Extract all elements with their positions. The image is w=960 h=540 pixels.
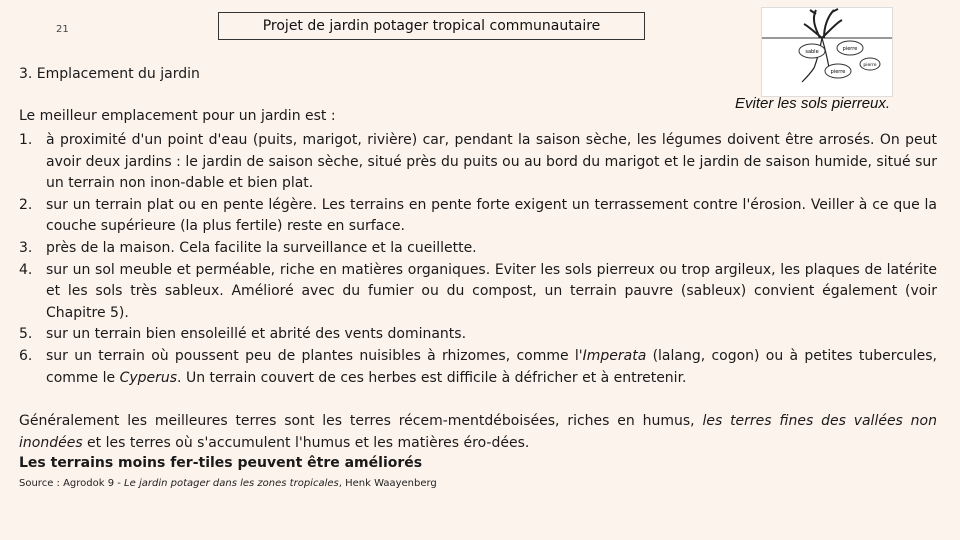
list-item <box>19 130 937 195</box>
illustration-label: pierre <box>863 63 877 68</box>
paragraph-end: et les terres où s'accumulent l'humus et les matières éro-dées. <box>82 434 530 451</box>
location-criteria-list <box>19 130 937 389</box>
slide-number: 21 <box>56 24 69 35</box>
list-text-middle: (lalang, cogon) ou à petites tubercules, comme le <box>46 347 938 386</box>
list-text: sur un sol meuble et perméable, riche en matières organiques. Eviter les sols pierreux ou trop argileux, les plaques de latérite et les sols très sableux. Amélioré avec du fumier ou du compost, un terrain pauvre (sableux) convient également (voir Chapitre 5). <box>46 261 937 321</box>
list-text: près de la maison. Cela facilite la surveillance et la cueillette. <box>46 239 477 256</box>
list-item <box>19 324 937 346</box>
paragraph-start: Généralement les meilleures terres sont les terres récem-mentdéboisées, riches en humus, <box>19 413 703 429</box>
bold-statement: Les terrains moins fer-tiles peuvent être améliorés <box>19 455 423 471</box>
list-number: 5. <box>19 326 33 343</box>
list-text: à proximité d'un point d'eau (puits, marigot, rivière) car, pendant la saison sèche, les légumes doivent être arrosés. On peut avoir deux jardins : le jardin de saison sèche, situé près du puits ou au bord du marigot et le jardin de saison humide, situé sur un terrain non inon-dable et bien plat. <box>46 132 937 192</box>
plant-roots-in-stony-soil-icon <box>762 8 892 96</box>
list-number: 2. <box>19 196 33 213</box>
illustration-caption: Eviter les sols pierreux. <box>735 95 891 112</box>
soil-illustration <box>761 7 893 97</box>
list-item <box>19 260 937 325</box>
illustration-label: pierre <box>842 46 858 52</box>
list-item <box>19 346 937 389</box>
source-book-title: Le jardin potager dans les zones tropicales <box>124 478 339 489</box>
section-heading: 3. Emplacement du jardin <box>19 66 200 82</box>
summary-paragraph <box>19 411 937 454</box>
list-item <box>19 238 937 260</box>
paragraph-emphasis: les terres fines des vallées non inondées <box>19 413 937 451</box>
list-item <box>19 195 937 238</box>
source-prefix: Source : Agrodok 9 - <box>19 478 125 489</box>
list-text-end: . Un terrain couvert de ces herbes est difficile à défricher et à entretenir. <box>177 369 687 386</box>
list-text: sur un terrain bien ensoleillé et abrité des vents dominants. <box>46 326 467 343</box>
illustration-label: pierre <box>830 69 846 75</box>
illustration-label: sable <box>805 49 819 55</box>
list-text: sur un terrain plat ou en pente légère. Les terrains en pente forte exigent un terrassement contre l'érosion. Veiller à ce que la couche supérieure (la plus fertile) reste en surface. <box>46 196 937 235</box>
list-number: 6. <box>19 347 33 364</box>
plant-name-imperata: Imperata <box>582 347 647 364</box>
intro-text: Le meilleur emplacement pour un jardin est : <box>19 108 336 124</box>
list-number: 1. <box>19 132 33 148</box>
source-author: , Henk Waayenberg <box>338 478 437 489</box>
list-number: 3. <box>19 239 33 256</box>
list-number: 4. <box>19 261 33 278</box>
plant-name-cyperus: Cyperus <box>119 369 178 386</box>
slide-title: Projet de jardin potager tropical communautaire <box>218 12 645 40</box>
list-text-start: sur un terrain où poussent peu de plantes nuisibles à rhizomes, comme l' <box>46 347 583 364</box>
source-citation <box>19 478 437 489</box>
